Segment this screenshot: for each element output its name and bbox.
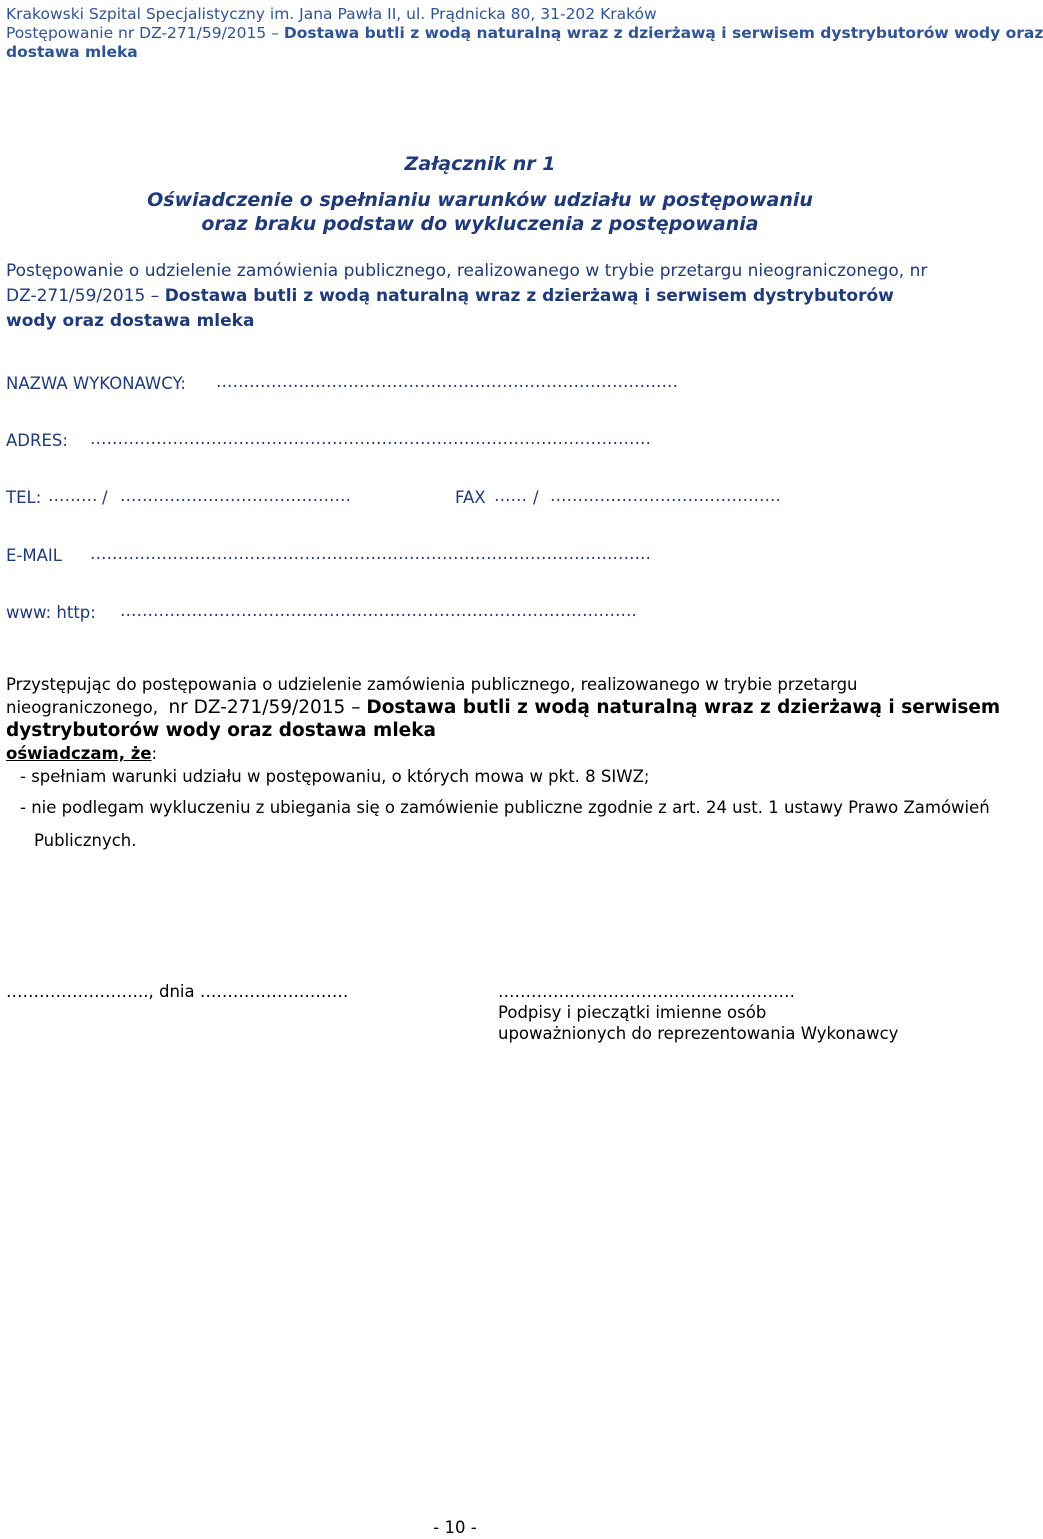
page-number: - 10 - xyxy=(433,1518,477,1537)
declaration-line-3-title: dystrybutorów wody oraz dostawa mleka xyxy=(6,720,436,741)
header-line-3-title: dostawa mleka xyxy=(6,43,138,61)
document-title-line-1: Oświadczenie o spełnianiu warunków udziału w postępowaniu xyxy=(147,189,813,211)
declaration-item-1: - spełniam warunki udziału w postępowaniu, o których mowa w pkt. 8 SIWZ; xyxy=(20,767,650,786)
declaration-line-1: Przystępując do postępowania o udzielenie zamówienia publicznego, realizowanego w trybie przetargu xyxy=(6,675,858,694)
intro-line-2 xyxy=(6,284,894,309)
header-line-2-title: Dostawa butli z wodą naturalną wraz z dzierżawą i serwisem dystrybutorów wody oraz xyxy=(283,24,1043,42)
intro-line-2-title: Dostawa butli z wodą naturalną wraz z dzierżawą i serwisem dystrybutorów xyxy=(164,286,894,306)
header-line-1: Krakowski Szpital Specjalistyczny im. Jana Pawła II, ul. Prądnicka 80, 31-202 Kraków xyxy=(6,5,657,23)
declaration-line-2-nr: nr DZ-271/59/2015 – xyxy=(168,697,367,718)
declaration-statement-colon: : xyxy=(151,744,158,763)
email-label: E-MAIL xyxy=(6,546,62,565)
fax-separator: / xyxy=(533,488,539,507)
tel-label: TEL: xyxy=(6,488,42,507)
tel-number-field[interactable]: …………………………………… xyxy=(120,486,351,505)
address-label: ADRES: xyxy=(6,431,68,450)
intro-line-3-title: wody oraz dostawa mleka xyxy=(6,311,255,331)
document-title-line-2: oraz braku podstaw do wykluczenia z postępowania xyxy=(201,213,759,235)
contractor-name-label: NAZWA WYKONAWCY: xyxy=(6,374,186,393)
signature-caption-2: upoważnionych do reprezentowania Wykonawcy xyxy=(498,1024,899,1043)
signature-caption-1: Podpisy i pieczątki imienne osób xyxy=(498,1003,767,1022)
www-field[interactable]: …………………………………………………………………………………. xyxy=(120,601,637,620)
declaration-statement-text: oświadczam, że xyxy=(6,744,152,763)
header-line-2 xyxy=(6,24,1043,42)
intro-line-2-prefix: DZ-271/59/2015 – xyxy=(6,286,165,306)
contractor-name-field[interactable]: ………………………………………………………………………… xyxy=(216,372,678,391)
declaration-statement xyxy=(6,742,157,765)
tel-separator: / xyxy=(102,488,108,507)
address-field[interactable]: ………………………………………………………………………………………… xyxy=(90,429,651,448)
declaration-item-2: - nie podlegam wykluczeniu z ubiegania się o zamówienie publiczne zgodnie z art. 24 ust. 1 ustawy Prawo Zamówień xyxy=(20,798,990,817)
declaration-line-3 xyxy=(6,719,436,742)
fax-number-field[interactable]: …………………………………… xyxy=(550,486,781,505)
fax-label: FAX xyxy=(455,488,486,507)
intro-line-1: Postępowanie o udzielenie zamówienia publicznego, realizowanego w trybie przetargu nieograniczonego, nr xyxy=(6,261,928,281)
header-line-2-prefix: Postępowanie nr DZ-271/59/2015 – xyxy=(6,24,284,42)
header-line-3 xyxy=(6,43,138,61)
declaration-item-2-continuation: Publicznych. xyxy=(34,831,137,850)
email-field[interactable]: ………………………………………………………………………………………… xyxy=(90,544,651,563)
tel-area-code-field[interactable]: ……… xyxy=(48,486,98,505)
attachment-number: Załącznik nr 1 xyxy=(404,153,556,175)
intro-line-3 xyxy=(6,309,254,334)
place-date-field[interactable]: …………………….., dnia ……………………… xyxy=(6,982,349,1001)
www-label: www: http: xyxy=(6,603,96,622)
signature-line[interactable]: ……………………………………………… xyxy=(498,982,795,1001)
declaration-line-2 xyxy=(6,696,1000,719)
fax-area-code-field[interactable]: …… xyxy=(494,486,527,505)
declaration-line-2-title: Dostawa butli z wodą naturalną wraz z dzierżawą i serwisem xyxy=(366,697,1001,718)
declaration-line-2-prefix: nieograniczonego, xyxy=(6,698,158,717)
